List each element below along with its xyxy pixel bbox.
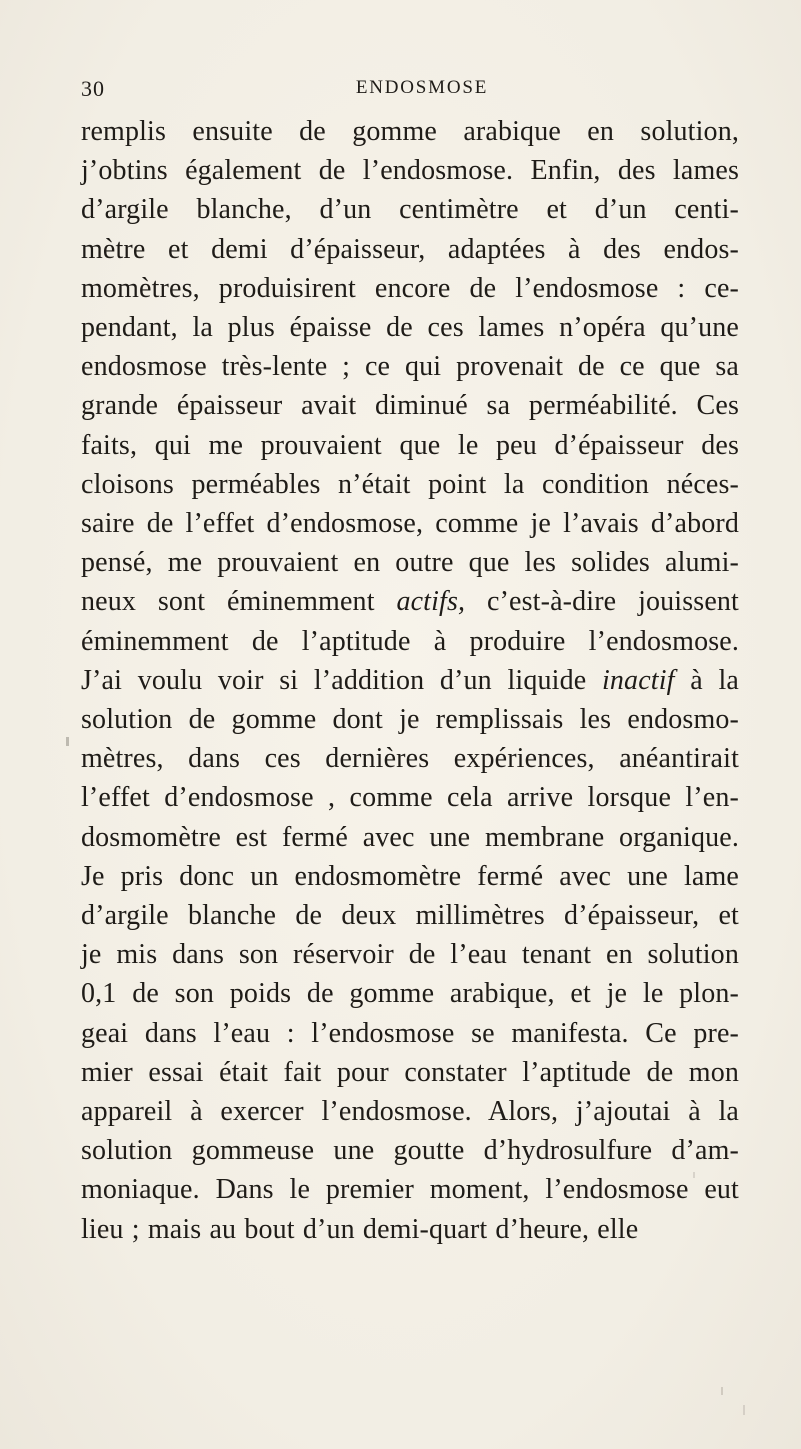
text-line: cloisons perméables n’était point la condition néces-	[81, 468, 739, 500]
paper-speck	[743, 1405, 745, 1415]
text-segment: à la	[674, 664, 739, 696]
text-line: Je pris donc un endosmomètre fermé avec une lame	[81, 860, 739, 892]
text-line: appareil à exercer l’endosmose. Alors, j’ajoutai à la	[81, 1096, 739, 1128]
text-line: dosmomètre est fermé avec une membrane organique.	[81, 821, 739, 853]
text-line: faits, qui me prouvaient que le peu d’épaisseur des	[81, 429, 739, 461]
text-line: saire de l’effet d’endosmose, comme je l’avais d’abord	[81, 508, 739, 540]
text-line: remplis ensuite de gomme arabique en solution,	[81, 116, 739, 147]
text-line: mètre et demi d’épaisseur, adaptées à des endos-	[81, 233, 739, 265]
page-number: 30	[81, 76, 105, 101]
text-line: moniaque. Dans le premier moment, l’endosmose eut	[81, 1174, 739, 1206]
text-line: 0,1 de son poids de gomme arabique, et je le plon-	[81, 978, 739, 1010]
text-line: momètres, produisirent encore de l’endosmose : ce-	[81, 272, 739, 304]
text-line: endosmose très-lente ; ce qui provenait de ce que sa	[81, 351, 739, 383]
text-line: lieu ; mais au bout d’un demi-quart d’heure, elle	[81, 1213, 639, 1245]
italic-term-inactif: inactif	[601, 664, 675, 696]
text-line	[81, 661, 739, 700]
text-line: geai dans l’eau : l’endosmose se manifesta. Ce pre-	[81, 1017, 739, 1049]
text-line: pensé, me prouvaient en outre que les solides alumi-	[81, 547, 739, 579]
text-line: d’argile blanche, d’un centimètre et d’un centi-	[81, 194, 739, 226]
paper-speck	[693, 1172, 695, 1178]
text-line: mier essai était fait pour constater l’aptitude de mon	[81, 1056, 739, 1088]
text-line: pendant, la plus épaisse de ces lames n’opéra qu’une	[81, 312, 739, 344]
text-segment: c’est-à-dire jouissent	[465, 586, 739, 618]
paper-speck	[721, 1387, 723, 1395]
running-head	[81, 0, 739, 112]
text-line: grande épaisseur avait diminué sa perméabilité. Ces	[81, 390, 739, 422]
paper-speck	[66, 737, 69, 746]
text-line: j’obtins également de l’endosmose. Enfin, des lames	[81, 155, 739, 187]
text-line: solution gommeuse une goutte d’hydrosulfure d’am-	[81, 1135, 739, 1167]
text-line: mètres, dans ces dernières expériences, anéantirait	[81, 743, 739, 775]
running-title: ENDOSMOSE	[355, 77, 489, 98]
text-line: d’argile blanche de deux millimètres d’épaisseur, et	[81, 900, 739, 932]
text-segment: neux sont éminemment	[81, 586, 397, 618]
italic-term-actifs: actifs,	[396, 586, 466, 618]
text-line: solution de gomme dont je remplissais les endosmo-	[81, 704, 739, 736]
text-line: éminemment de l’aptitude à produire l’endosmose.	[81, 625, 739, 657]
body-paragraph	[81, 112, 739, 1249]
text-line	[81, 582, 739, 621]
text-line: l’effet d’endosmose , comme cela arrive lorsque l’en-	[81, 782, 739, 814]
text-line: je mis dans son réservoir de l’eau tenant en solution	[81, 939, 739, 971]
text-segment: J’ai voulu voir si l’addition d’un liquide	[81, 664, 602, 696]
